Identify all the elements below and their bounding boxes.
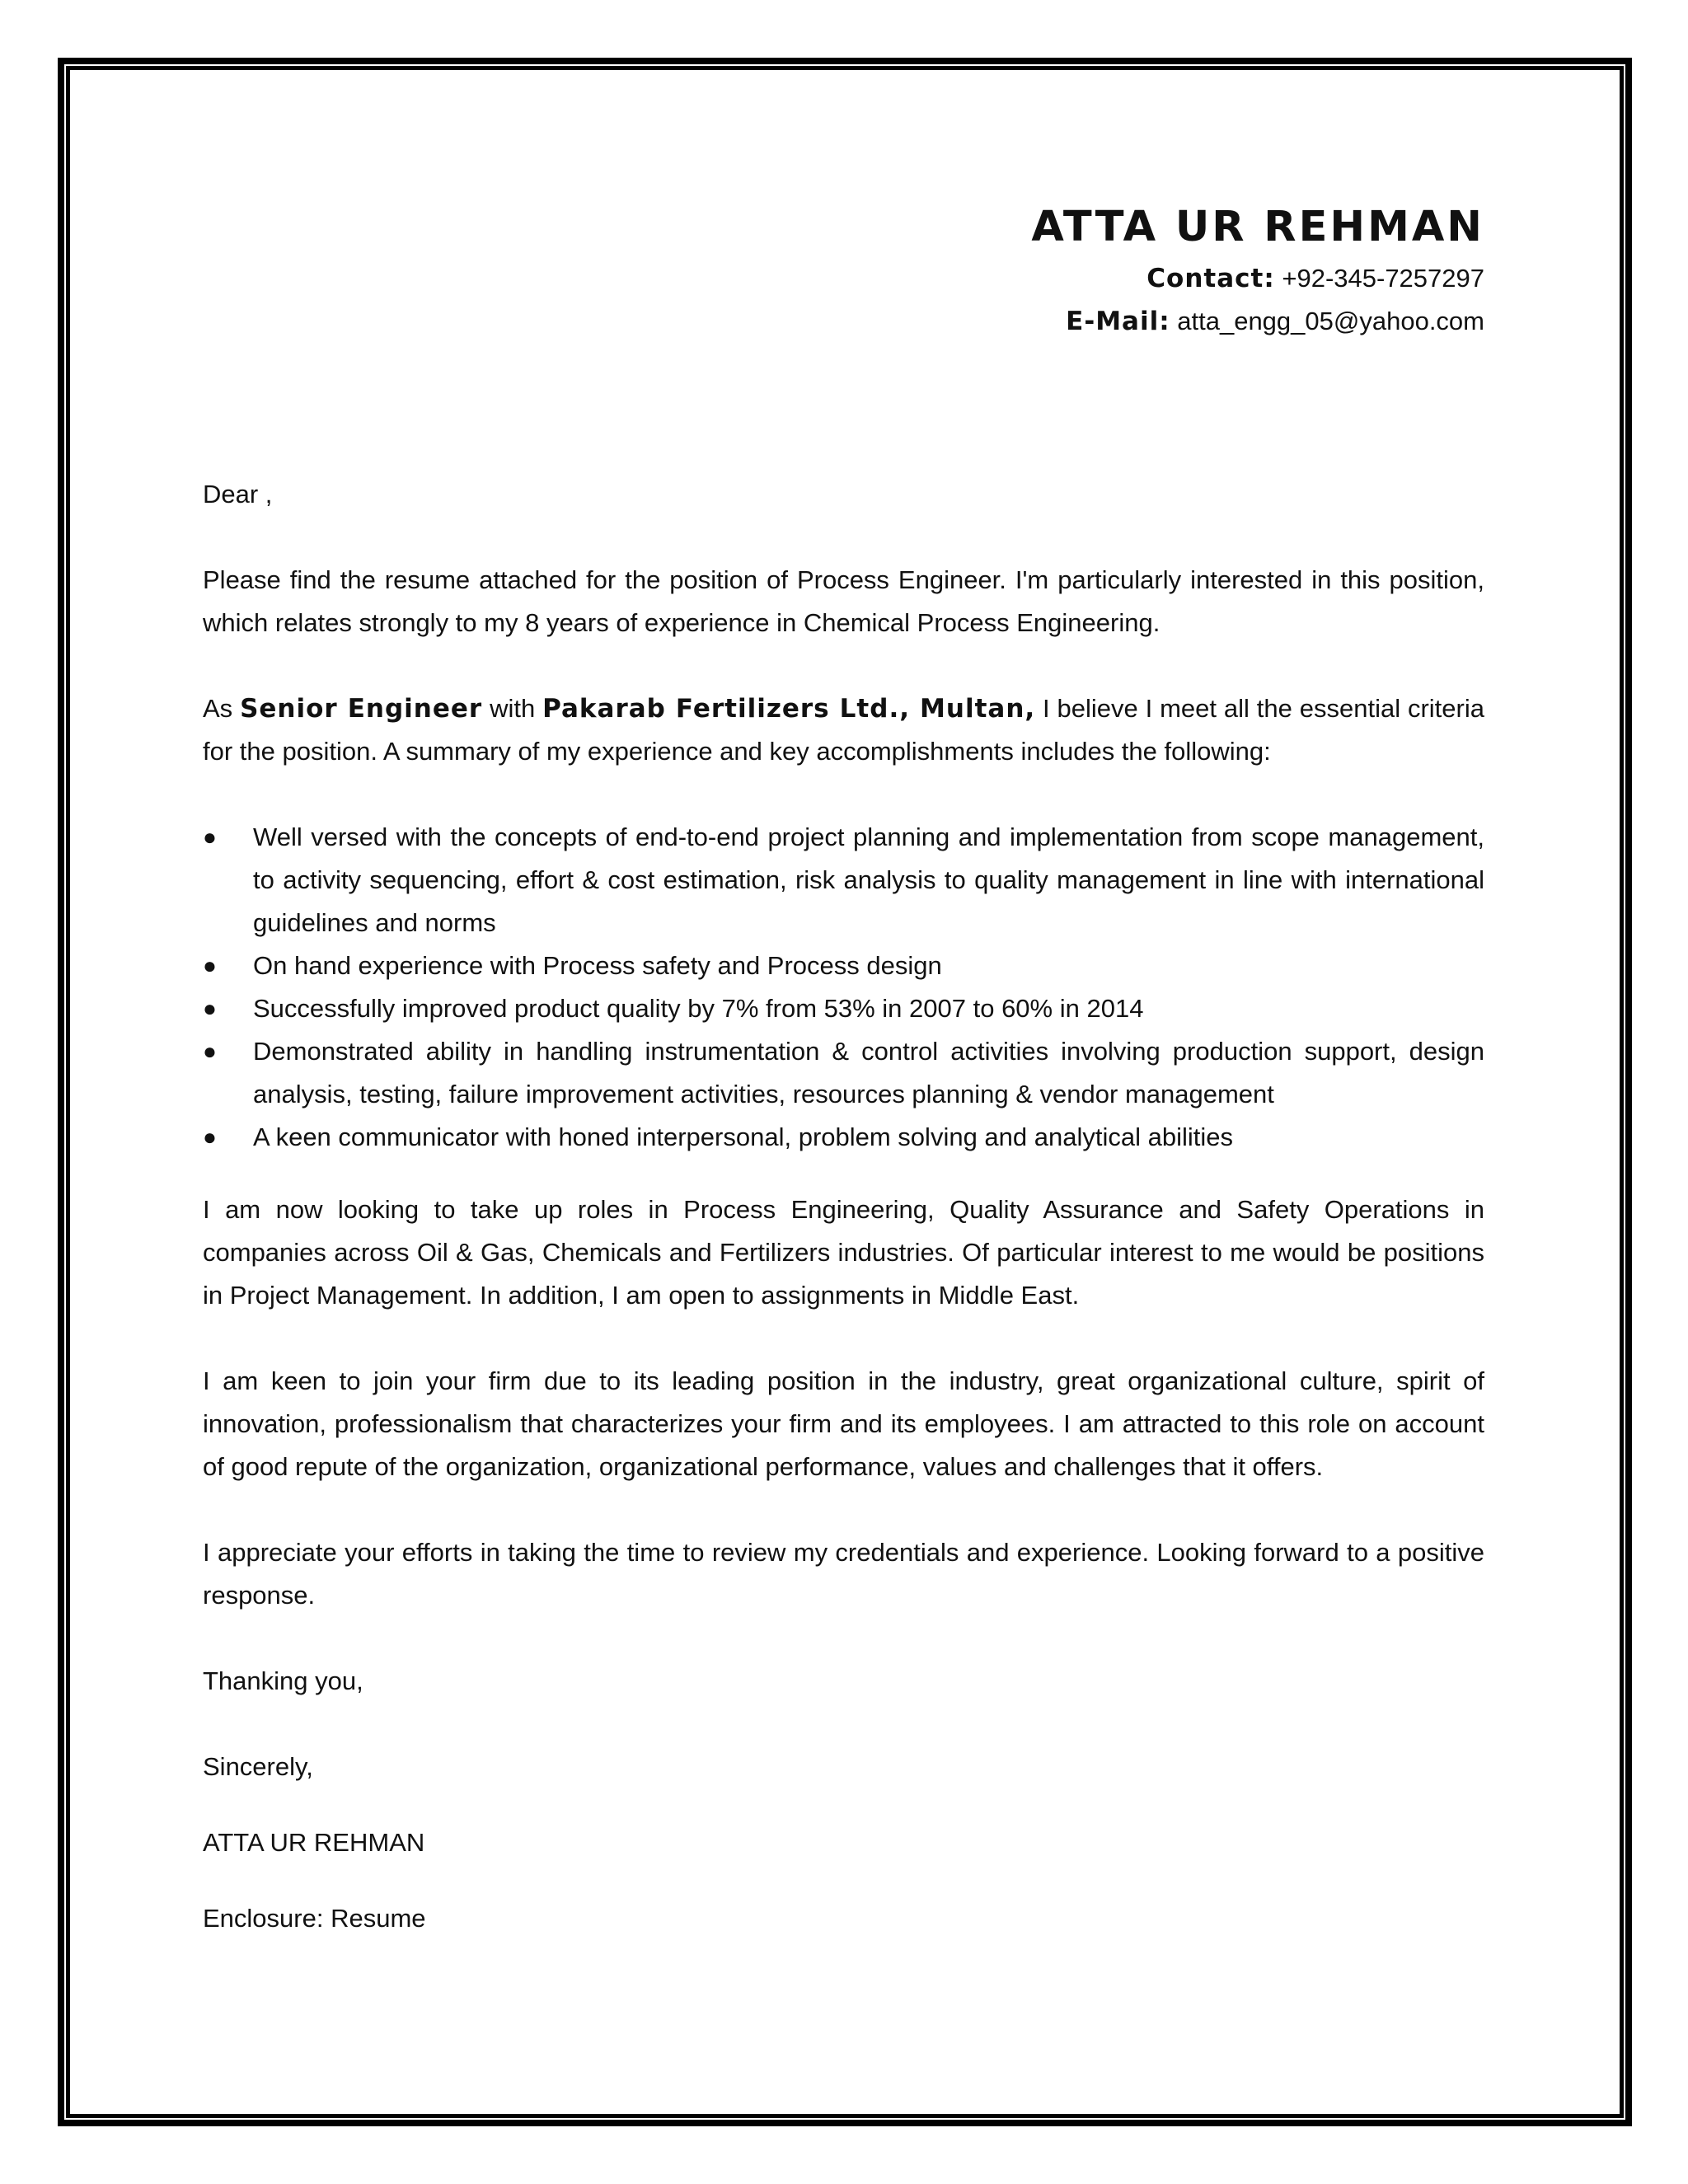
cover-letter [203, 198, 1484, 1973]
paragraph-intro: Please find the resume attached for the position of Process Engineer. I'm particularly interested in this position, which relates strongly to my 8 years of experience in Chemical Process Engineering. [203, 565, 1484, 637]
list-item-text: Successfully improved product quality by 7% from 53% in 2007 to 60% in 2014 [253, 994, 1144, 1023]
sender-name: ATTA UR REHMAN [1031, 203, 1484, 251]
accomplishments-list [203, 816, 1484, 1159]
email-address: atta_engg_05@yahoo.com [1177, 307, 1484, 335]
sign-off: Sincerely, [203, 1752, 313, 1781]
signature-name: ATTA UR REHMAN [203, 1828, 425, 1857]
email-label: E-Mail: [1066, 307, 1170, 336]
paragraph-position-suffix: I believe I meet all the essential criteria for the position. A summary of my experience and key accomplishments includes the following: [203, 694, 1484, 766]
list-item [203, 944, 1484, 987]
paragraph-firm: I am keen to join your firm due to its leading position in the industry, great organizational culture, spirit of innovation, professionalism that characterizes your firm and its employees. I am attracted to this role on account of good repute of the organization, organizational performance, values and challenges that it offers. [203, 1366, 1484, 1481]
email-line [203, 300, 1484, 343]
bullet-icon: ● [203, 1124, 217, 1150]
list-item [203, 987, 1484, 1030]
list-item [203, 816, 1484, 944]
list-item-text: A keen communicator with honed interpersonal, problem solving and analytical abilities [253, 1122, 1233, 1151]
list-item [203, 1030, 1484, 1116]
thanks-line: Thanking you, [203, 1666, 363, 1695]
paragraph-position-middle: with [490, 694, 536, 723]
paragraph-roles: I am now looking to take up roles in Process Engineering, Quality Assurance and Safety Operations in companies across Oil & Gas, Chemicals and Fertilizers industries. Of particular interest to me would be positions in Project Management. In addition, I am open to assignments in Middle East. [203, 1195, 1484, 1310]
list-item-text: Demonstrated ability in handling instrumentation & control activities involving production support, design analysis, testing, failure improvement activities, resources planning & vendor management [253, 1037, 1484, 1108]
list-item-text: On hand experience with Process safety and Process design [253, 951, 942, 980]
bullet-icon: ● [203, 953, 217, 978]
enclosure-note: Enclosure: Resume [203, 1904, 426, 1933]
salutation: Dear , [203, 480, 273, 509]
list-item-text: Well versed with the concepts of end-to-end project planning and implementation from scope management, to activity sequencing, effort & cost estimation, risk analysis to quality management in line with international guidelines and norms [253, 823, 1484, 937]
bullet-icon: ● [203, 996, 217, 1021]
letter-header [203, 198, 1484, 343]
job-title: Senior Engineer [240, 694, 483, 724]
paragraph-position-prefix: As [203, 694, 233, 723]
contact-line [203, 257, 1484, 300]
bullet-icon: ● [203, 1038, 217, 1064]
contact-phone: +92-345-7257297 [1282, 264, 1484, 293]
paragraph-appreciation: I appreciate your efforts in taking the time to review my credentials and experience. Looking forward to a positive response. [203, 1538, 1484, 1610]
company-name: Pakarab Fertilizers Ltd., Multan, [542, 694, 1036, 724]
bullet-icon: ● [203, 824, 217, 850]
contact-label: Contact: [1146, 264, 1275, 293]
list-item [203, 1116, 1484, 1159]
paragraph-position [203, 687, 1484, 773]
